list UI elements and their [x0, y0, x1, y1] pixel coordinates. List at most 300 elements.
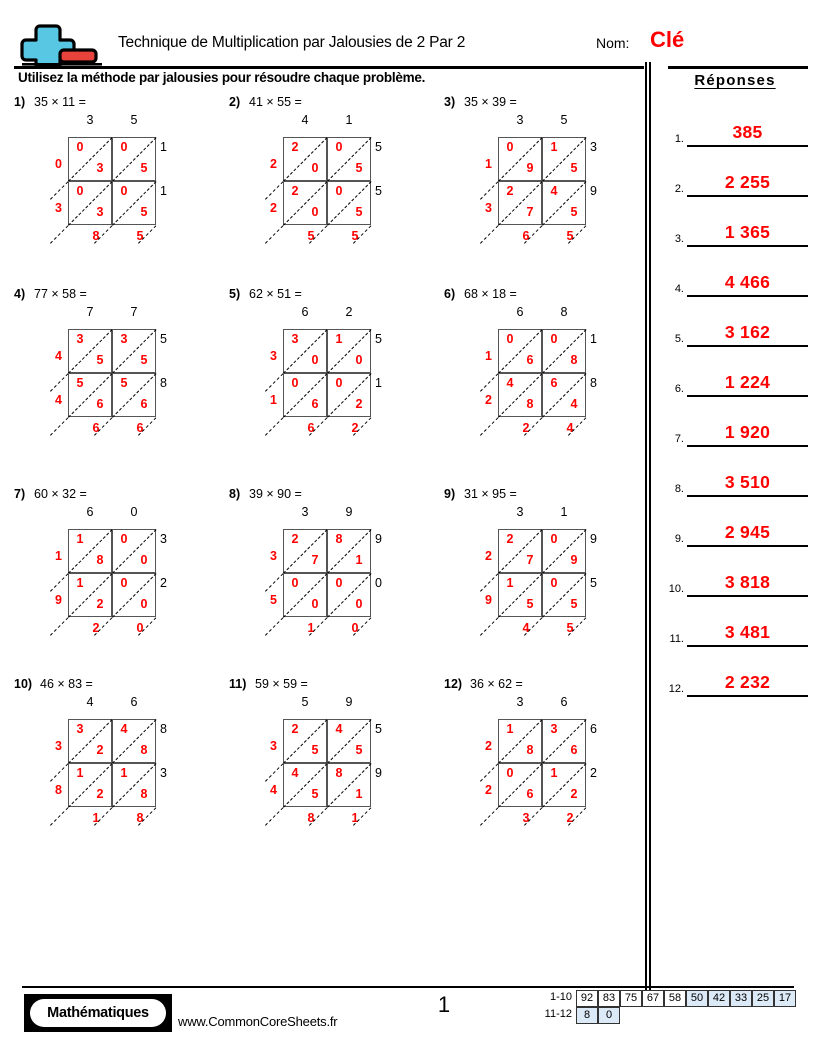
cell-ones-digit: 2 — [355, 397, 363, 411]
problem-block — [229, 287, 444, 477]
diagonal-sum-bottom: 1 — [351, 811, 359, 825]
answer-row — [660, 107, 810, 147]
diagonal-sum-left: 1 — [270, 393, 277, 407]
plus-eraser-logo-icon — [14, 22, 110, 68]
answer-value: 3 481 — [724, 622, 771, 642]
diagonal-sum-bottom: 4 — [522, 621, 530, 635]
multiplier-digit: 8 — [160, 722, 167, 736]
problem-expression: 39 × 90 = — [249, 487, 302, 501]
multiplier-digit: 3 — [160, 766, 167, 780]
cell-tens-digit: 0 — [550, 532, 558, 546]
problem-expression: 46 × 83 = — [40, 677, 93, 691]
cell-tens-digit: 0 — [76, 184, 84, 198]
exit-diagonal — [50, 617, 69, 636]
multiplicand-digit: 1 — [560, 505, 568, 519]
score-cell: 25 — [752, 990, 774, 1007]
diagonal-sum-left: 3 — [270, 349, 277, 363]
diagonal-sum-left: 1 — [485, 349, 492, 363]
multiplier-digit: 3 — [160, 532, 167, 546]
problem-expression: 60 × 32 = — [34, 487, 87, 501]
cell-ones-digit: 9 — [526, 161, 534, 175]
problem-number: 8) — [229, 487, 241, 501]
cell-ones-digit: 2 — [96, 787, 104, 801]
cell-tens-digit: 0 — [120, 140, 128, 154]
answer-underline — [687, 145, 808, 147]
diagonal-sum-left: 2 — [270, 201, 277, 215]
cell-ones-digit: 5 — [355, 161, 363, 175]
problem-number: 7) — [14, 487, 26, 501]
answer-underline — [687, 495, 808, 497]
diagonal-sum-bottom: 5 — [351, 229, 359, 243]
multiplier-digit: 5 — [375, 722, 382, 736]
diagonal-sum-bottom: 2 — [566, 811, 574, 825]
answer-row — [660, 507, 810, 547]
multiplier-digit: 5 — [160, 332, 167, 346]
cell-tens-digit: 8 — [335, 766, 343, 780]
exit-diagonal — [50, 373, 69, 392]
multiplicand-digit: 8 — [560, 305, 568, 319]
page-number: 1 — [437, 992, 451, 1017]
cell-tens-digit: 0 — [335, 376, 343, 390]
multiplicand-digit: 9 — [345, 505, 353, 519]
cell-tens-digit: 4 — [335, 722, 343, 736]
cell-ones-digit: 6 — [96, 397, 104, 411]
diagonal-sum-bottom: 1 — [92, 811, 100, 825]
diagonal-sum-left: 2 — [485, 739, 492, 753]
cell-ones-digit: 5 — [140, 205, 148, 219]
cell-ones-digit: 5 — [355, 743, 363, 757]
cell-ones-digit: 5 — [570, 597, 578, 611]
diagonal-sum-left: 4 — [55, 393, 62, 407]
multiplicand-digit: 6 — [130, 695, 138, 709]
answer-index: 11. — [669, 633, 684, 645]
multiplier-digit: 1 — [590, 332, 597, 346]
diagonal-sum-left: 8 — [55, 783, 62, 797]
cell-ones-digit: 0 — [311, 353, 319, 367]
diagonal-sum-bottom: 6 — [136, 421, 144, 435]
cell-tens-digit: 0 — [291, 576, 299, 590]
answer-value: 3 818 — [724, 572, 771, 592]
multiplicand-digit: 2 — [345, 305, 353, 319]
diagonal-sum-bottom: 2 — [351, 421, 359, 435]
cell-ones-digit: 1 — [355, 553, 363, 567]
answer-row — [660, 457, 810, 497]
diagonal-sum-bottom: 0 — [136, 621, 144, 635]
answer-key-badge: Clé — [650, 27, 685, 52]
answer-row — [660, 657, 810, 697]
answer-index: 9. — [674, 533, 684, 545]
multiplicand-digit: 4 — [86, 695, 94, 709]
score-row-label: 1-10 — [549, 991, 572, 1003]
cell-tens-digit: 0 — [120, 184, 128, 198]
answer-value: 2 232 — [724, 672, 771, 692]
brand-label: Mathématiques — [30, 999, 166, 1027]
answer-index: 2. — [674, 183, 684, 195]
diagonal-sum-left: 0 — [55, 157, 62, 171]
problem-block — [229, 95, 444, 285]
multiplier-digit: 5 — [375, 140, 382, 154]
answer-index: 10. — [668, 583, 684, 595]
multiplier-digit: 9 — [375, 766, 382, 780]
cell-ones-digit: 8 — [570, 353, 578, 367]
cell-tens-digit: 4 — [291, 766, 299, 780]
problem-number: 9) — [444, 487, 456, 501]
cell-tens-digit: 3 — [291, 332, 299, 346]
diagonal-sum-bottom: 2 — [92, 621, 100, 635]
cell-ones-digit: 5 — [570, 205, 578, 219]
diagonal-sum-bottom: 0 — [351, 621, 359, 635]
diagonal-sum-left: 4 — [270, 783, 277, 797]
cell-tens-digit: 0 — [120, 532, 128, 546]
exit-diagonal — [480, 181, 499, 200]
problem-number: 2) — [229, 95, 241, 109]
cell-ones-digit: 5 — [140, 353, 148, 367]
answer-index: 7. — [674, 433, 684, 445]
cell-ones-digit: 0 — [355, 353, 363, 367]
diagonal-sum-bottom: 6 — [92, 421, 100, 435]
multiplier-digit: 3 — [590, 140, 597, 154]
answer-underline — [687, 195, 808, 197]
multiplicand-digit: 7 — [130, 305, 138, 319]
answer-underline — [687, 545, 808, 547]
exit-diagonal — [480, 373, 499, 392]
answer-index: 3. — [674, 233, 684, 245]
multiplier-digit: 5 — [375, 332, 382, 346]
problem-number: 12) — [444, 677, 463, 691]
multiplicand-digit: 3 — [516, 695, 524, 709]
answer-row — [660, 607, 810, 647]
multiplier-digit: 1 — [375, 376, 382, 390]
multiplicand-digit: 9 — [345, 695, 353, 709]
cell-ones-digit: 8 — [140, 743, 148, 757]
multiplier-digit: 1 — [160, 184, 167, 198]
cell-ones-digit: 5 — [526, 597, 534, 611]
multiplicand-digit: 6 — [301, 305, 309, 319]
multiplicand-digit: 1 — [345, 113, 353, 127]
problem-number: 1) — [14, 95, 26, 109]
answers-top-rule — [668, 66, 808, 69]
answer-row — [660, 407, 810, 447]
cell-ones-digit: 0 — [311, 161, 319, 175]
cell-tens-digit: 4 — [550, 184, 558, 198]
cell-tens-digit: 0 — [335, 576, 343, 590]
diagonal-sum-left: 9 — [485, 593, 492, 607]
cell-tens-digit: 1 — [506, 722, 514, 736]
diagonal-sum-left: 5 — [270, 593, 277, 607]
cell-tens-digit: 0 — [506, 766, 514, 780]
answer-underline — [687, 595, 808, 597]
cell-tens-digit: 0 — [335, 140, 343, 154]
cell-tens-digit: 1 — [76, 532, 84, 546]
diagonal-sum-left: 3 — [270, 739, 277, 753]
answer-underline — [687, 395, 808, 397]
page-header — [10, 22, 806, 68]
cell-ones-digit: 0 — [140, 553, 148, 567]
problem-block — [229, 677, 444, 867]
cell-tens-digit: 0 — [291, 376, 299, 390]
cell-tens-digit: 1 — [76, 576, 84, 590]
footer-divider — [22, 986, 794, 988]
exit-diagonal — [480, 807, 499, 826]
answer-row — [660, 307, 810, 347]
cell-tens-digit: 3 — [76, 332, 84, 346]
diagonal-sum-left: 3 — [55, 739, 62, 753]
cell-ones-digit: 6 — [526, 353, 534, 367]
answer-underline — [687, 345, 808, 347]
diagonal-sum-bottom: 8 — [307, 811, 315, 825]
multiplicand-digit: 3 — [516, 113, 524, 127]
cell-ones-digit: 9 — [570, 553, 578, 567]
problem-block — [14, 677, 229, 867]
cell-ones-digit: 5 — [355, 205, 363, 219]
diagonal-sum-bottom: 1 — [307, 621, 315, 635]
cell-ones-digit: 6 — [526, 787, 534, 801]
multiplicand-digit: 0 — [130, 505, 138, 519]
problem-block — [14, 487, 229, 677]
cell-ones-digit: 5 — [311, 743, 319, 757]
problem-expression: 59 × 59 = — [255, 677, 308, 691]
header-divider — [14, 66, 644, 69]
multiplicand-digit: 5 — [130, 113, 138, 127]
cell-tens-digit: 4 — [120, 722, 128, 736]
multiplicand-digit: 3 — [86, 113, 94, 127]
problem-block — [444, 487, 659, 677]
diagonal-sum-left: 3 — [485, 201, 492, 215]
diagonal-sum-bottom: 5 — [136, 229, 144, 243]
cell-tens-digit: 2 — [291, 140, 299, 154]
problem-block — [444, 677, 659, 867]
cell-tens-digit: 0 — [506, 140, 514, 154]
cell-tens-digit: 3 — [120, 332, 128, 346]
multiplier-digit: 2 — [590, 766, 597, 780]
score-cell: 58 — [664, 990, 686, 1007]
cell-ones-digit: 7 — [311, 553, 319, 567]
exit-diagonal — [50, 763, 69, 782]
answer-value: 2 945 — [724, 522, 771, 542]
problem-expression: 68 × 18 = — [464, 287, 517, 301]
answer-index: 1. — [674, 133, 684, 145]
cell-ones-digit: 5 — [570, 161, 578, 175]
exit-diagonal — [265, 617, 284, 636]
answer-value: 3 162 — [724, 322, 771, 342]
multiplier-digit: 8 — [160, 376, 167, 390]
cell-ones-digit: 7 — [526, 553, 534, 567]
problem-expression: 35 × 11 = — [34, 95, 86, 109]
answer-index: 12. — [668, 683, 684, 695]
problem-expression: 41 × 55 = — [249, 95, 302, 109]
cell-tens-digit: 3 — [76, 722, 84, 736]
multiplicand-digit: 7 — [86, 305, 94, 319]
cell-ones-digit: 8 — [96, 553, 104, 567]
cell-ones-digit: 6 — [311, 397, 319, 411]
multiplier-digit: 5 — [375, 184, 382, 198]
cell-tens-digit: 2 — [291, 532, 299, 546]
problem-expression: 36 × 62 = — [470, 677, 523, 691]
cell-tens-digit: 6 — [550, 376, 558, 390]
multiplicand-digit: 6 — [516, 305, 524, 319]
answer-row — [660, 557, 810, 597]
exit-diagonal — [265, 807, 284, 826]
cell-ones-digit: 1 — [355, 787, 363, 801]
cell-tens-digit: 1 — [120, 766, 128, 780]
diagonal-sum-left: 3 — [270, 549, 277, 563]
problem-expression: 77 × 58 = — [34, 287, 87, 301]
exit-diagonal — [480, 225, 499, 244]
exit-diagonal — [265, 573, 284, 592]
cell-tens-digit: 1 — [506, 576, 514, 590]
cell-tens-digit: 3 — [550, 722, 558, 736]
multiplicand-digit: 5 — [560, 113, 568, 127]
cell-tens-digit: 0 — [335, 184, 343, 198]
problem-number: 3) — [444, 95, 456, 109]
diagonal-sum-bottom: 3 — [522, 811, 530, 825]
diagonal-sum-left: 2 — [270, 157, 277, 171]
diagonal-sum-left: 2 — [485, 549, 492, 563]
problem-number: 5) — [229, 287, 241, 301]
brand-badge — [24, 994, 172, 1032]
answer-row — [660, 357, 810, 397]
answer-value: 4 466 — [724, 272, 771, 292]
problem-number: 6) — [444, 287, 456, 301]
problem-block — [14, 287, 229, 477]
answer-index: 6. — [674, 383, 684, 395]
cell-tens-digit: 2 — [506, 184, 514, 198]
cell-tens-digit: 0 — [76, 140, 84, 154]
cell-ones-digit: 7 — [526, 205, 534, 219]
instructions-text: Utilisez la méthode par jalousies pour résoudre chaque problème. — [18, 70, 426, 85]
cell-ones-digit: 2 — [96, 597, 104, 611]
name-label: Nom: — [596, 35, 630, 51]
cell-ones-digit: 0 — [311, 205, 319, 219]
score-cell: 83 — [598, 990, 620, 1007]
multiplicand-digit: 5 — [301, 695, 309, 709]
answers-title: Réponses — [694, 72, 776, 89]
multiplier-digit: 9 — [590, 532, 597, 546]
cell-ones-digit: 8 — [526, 397, 534, 411]
problem-expression: 62 × 51 = — [249, 287, 302, 301]
cell-tens-digit: 1 — [335, 332, 343, 346]
diagonal-sum-left: 3 — [55, 201, 62, 215]
answer-value: 385 — [732, 122, 763, 142]
score-cell: 92 — [576, 990, 598, 1007]
diagonal-sum-bottom: 6 — [307, 421, 315, 435]
cell-tens-digit: 2 — [291, 184, 299, 198]
cell-tens-digit: 5 — [76, 376, 84, 390]
problem-block — [444, 287, 659, 477]
multiplicand-digit: 3 — [301, 505, 309, 519]
score-cell: 67 — [642, 990, 664, 1007]
answer-underline — [687, 695, 808, 697]
diagonal-sum-bottom: 2 — [522, 421, 530, 435]
problem-block — [444, 95, 659, 285]
diagonal-sum-left: 2 — [485, 783, 492, 797]
answer-value: 1 920 — [724, 422, 771, 442]
cell-tens-digit: 0 — [550, 332, 558, 346]
exit-diagonal — [265, 225, 284, 244]
diagonal-sum-left: 9 — [55, 593, 62, 607]
cell-tens-digit: 8 — [335, 532, 343, 546]
exit-diagonal — [50, 807, 69, 826]
multiplier-digit: 0 — [375, 576, 382, 590]
cell-tens-digit: 4 — [506, 376, 514, 390]
cell-ones-digit: 2 — [96, 743, 104, 757]
multiplier-digit: 6 — [590, 722, 597, 736]
score-cell: 0 — [598, 1007, 620, 1024]
multiplier-digit: 9 — [590, 184, 597, 198]
multiplicand-digit: 6 — [560, 695, 568, 709]
score-cell: 42 — [708, 990, 730, 1007]
multiplicand-digit: 6 — [86, 505, 94, 519]
problem-block — [14, 95, 229, 285]
problem-expression: 35 × 39 = — [464, 95, 517, 109]
cell-ones-digit: 0 — [355, 597, 363, 611]
answer-value: 3 510 — [724, 472, 771, 492]
cell-tens-digit: 1 — [550, 766, 558, 780]
cell-tens-digit: 2 — [291, 722, 299, 736]
answer-underline — [687, 245, 808, 247]
answer-row — [660, 257, 810, 297]
cell-ones-digit: 6 — [140, 397, 148, 411]
multiplier-digit: 9 — [375, 532, 382, 546]
score-cell: 75 — [620, 990, 642, 1007]
diagonal-sum-bottom: 8 — [136, 811, 144, 825]
score-cell: 50 — [686, 990, 708, 1007]
diagonal-sum-bottom: 4 — [566, 421, 574, 435]
exit-diagonal — [50, 181, 69, 200]
cell-tens-digit: 0 — [120, 576, 128, 590]
problem-number: 4) — [14, 287, 26, 301]
cell-ones-digit: 5 — [96, 353, 104, 367]
answer-value: 2 255 — [724, 172, 771, 192]
multiplier-digit: 5 — [590, 576, 597, 590]
cell-tens-digit: 5 — [120, 376, 128, 390]
answer-value: 1 224 — [724, 372, 771, 392]
exit-diagonal — [480, 617, 499, 636]
cell-ones-digit: 3 — [96, 161, 104, 175]
website-url: www.CommonCoreSheets.fr — [178, 1014, 338, 1029]
exit-diagonal — [265, 181, 284, 200]
problem-number: 11) — [229, 677, 247, 691]
multiplier-digit: 8 — [590, 376, 597, 390]
diagonal-sum-left: 2 — [485, 393, 492, 407]
exit-diagonal — [265, 417, 284, 436]
exit-diagonal — [480, 573, 499, 592]
diagonal-sum-left: 1 — [55, 549, 62, 563]
cell-tens-digit: 1 — [76, 766, 84, 780]
cell-ones-digit: 3 — [96, 205, 104, 219]
exit-diagonal — [480, 417, 499, 436]
answer-row — [660, 157, 810, 197]
exit-diagonal — [50, 417, 69, 436]
answer-index: 8. — [674, 483, 684, 495]
diagonal-sum-left: 4 — [55, 349, 62, 363]
cell-ones-digit: 0 — [311, 597, 319, 611]
cell-tens-digit: 1 — [550, 140, 558, 154]
cell-tens-digit: 0 — [550, 576, 558, 590]
cell-tens-digit: 0 — [506, 332, 514, 346]
page-title: Technique de Multiplication par Jalousies de 2 Par 2 — [118, 34, 466, 51]
diagonal-sum-bottom: 5 — [566, 621, 574, 635]
cell-ones-digit: 4 — [570, 397, 578, 411]
answer-index: 5. — [674, 333, 684, 345]
problem-expression: 31 × 95 = — [464, 487, 517, 501]
cell-ones-digit: 0 — [140, 597, 148, 611]
problem-number: 10) — [14, 677, 33, 691]
diagonal-sum-bottom: 6 — [522, 229, 530, 243]
score-row-label: 11-12 — [544, 1008, 572, 1020]
cell-ones-digit: 2 — [570, 787, 578, 801]
answer-row — [660, 207, 810, 247]
